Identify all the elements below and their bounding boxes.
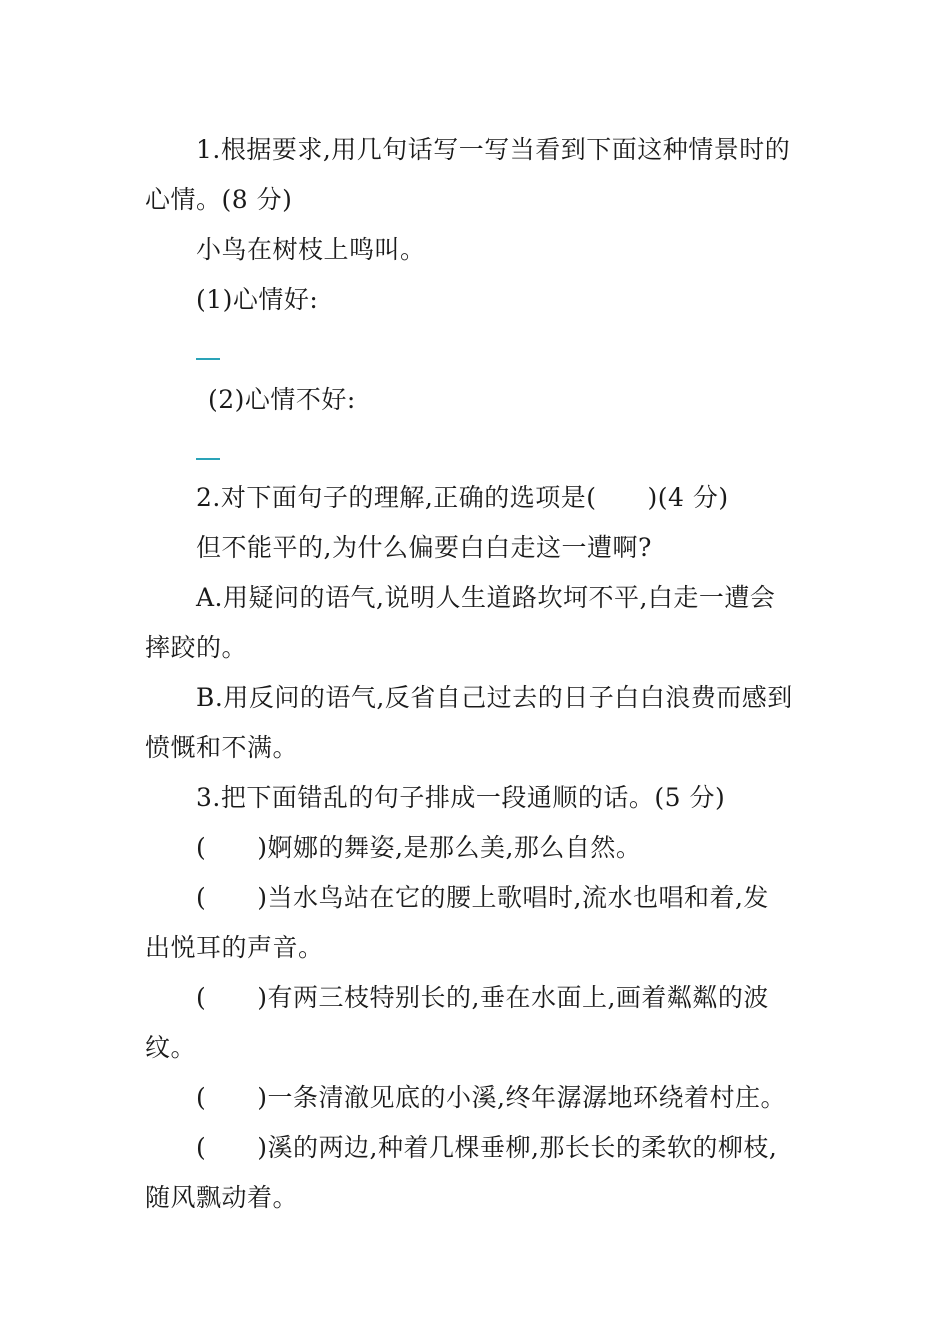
q3-sentence-2-line2: 出悦耳的声音。 (145, 933, 324, 962)
q1-part2-answer-blank[interactable] (196, 458, 220, 460)
q1-prompt-line1: 1.根据要求,用几句话写一写当看到下面这种情景时的 (196, 135, 791, 164)
q1-part2-label: (2)心情不好: (208, 385, 356, 414)
q2-option-a-line1: A.用疑问的语气,说明人生道路坎坷不平,白走一遭会 (196, 583, 776, 612)
q3-sentence-3-line2: 纹。 (145, 1033, 197, 1062)
q2-option-b-line2: 愤慨和不满。 (145, 733, 299, 762)
q2-option-b-line1: B.用反问的语气,反省自己过去的日子白白浪费而感到 (196, 683, 793, 712)
q2-sentence: 但不能平的,为什么偏要白白走这一遭啊? (196, 533, 652, 562)
q1-part1-label: (1)心情好: (196, 285, 319, 314)
q3-sentence-5-line2: 随风飘动着。 (145, 1183, 299, 1212)
q3-sentence-5-line1: ( )溪的两边,种着几棵垂柳,那长长的柔软的柳枝, (196, 1133, 778, 1162)
q3-prompt: 3.把下面错乱的句子排成一段通顺的话。(5 分) (196, 783, 726, 812)
q2-prompt: 2.对下面句子的理解,正确的选项是( )(4 分) (196, 483, 729, 512)
q3-sentence-2-line1: ( )当水鸟站在它的腰上歌唱时,流水也唱和着,发 (196, 883, 769, 912)
q3-sentence-1: ( )婀娜的舞姿,是那么美,那么自然。 (196, 833, 642, 862)
q1-scene: 小鸟在树枝上鸣叫。 (196, 235, 426, 264)
q3-sentence-4: ( )一条清澈见底的小溪,终年潺潺地环绕着村庄。 (196, 1083, 786, 1112)
q2-option-a-line2: 摔跤的。 (145, 633, 248, 662)
q1-prompt-line2: 心情。(8 分) (145, 185, 293, 214)
q1-part1-answer-blank[interactable] (196, 358, 220, 360)
q3-sentence-3-line1: ( )有两三枝特别长的,垂在水面上,画着粼粼的波 (196, 983, 769, 1012)
